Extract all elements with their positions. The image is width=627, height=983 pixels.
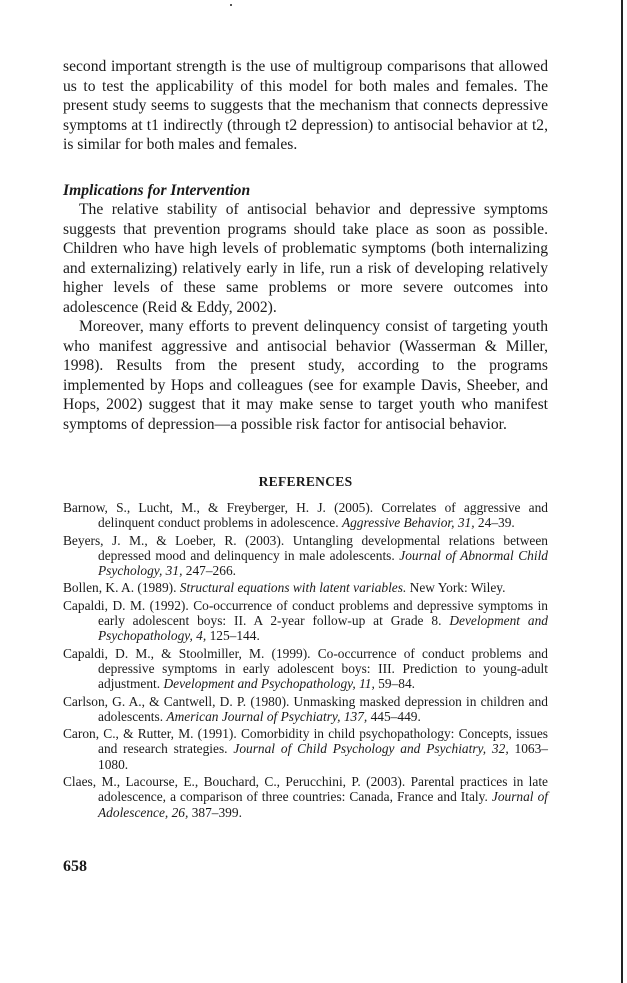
- page-number: 658: [63, 858, 87, 875]
- reference-source: American Journal of Psychiatry, 137,: [166, 708, 368, 724]
- paragraph-continued: second important strength is the use of multigroup comparisons that allowed us to test the applicability of this model for both males and females. The present study seems to suggests that the mechanism that connects depressive symptoms at t1 indirectly (through t2 depression) to antisocial behavior at t2, is similar for both males and females.: [63, 58, 548, 153]
- reference-source: Development and Psychopathology, 4,: [98, 613, 549, 644]
- scan-speck: [230, 4, 232, 6]
- reference-item: [63, 774, 548, 820]
- reference-authors-title: Carlson, G. A., & Cantwell, D. P. (1980). Unmasking masked depression in children and adolescents.: [63, 693, 548, 724]
- reference-item: [63, 646, 548, 692]
- reference-pages: New York: Wiley.: [406, 580, 506, 596]
- reference-item: [63, 580, 548, 595]
- reference-item: [63, 533, 548, 579]
- reference-list: [63, 500, 548, 820]
- reference-pages: 445–449.: [367, 708, 421, 724]
- paragraph-delinquency: Moreover, many efforts to prevent delinquency consist of targeting youth who manifest aggressive and antisocial behavior (Wasserman & Miller, 1998). Results from the present study, according to the programs implemented by Hops and colleagues (see for example Davis, Sheeber, and Hops, 2002) suggest that it may make sense to target youth who manifest symptoms of depression—a possible risk factor for antisocial behavior.: [63, 318, 548, 433]
- reference-authors-title: Capaldi, D. M., & Stoolmiller, M. (1999). Co-occurrence of conduct problems and depressive symptoms in early adolescent boys: III. Prediction to young-adult adjustment.: [63, 645, 548, 692]
- reference-source: Journal of Child Psychology and Psychiatry, 32,: [233, 741, 509, 757]
- reference-authors-title: Claes, M., Lacourse, E., Bouchard, C., Perucchini, P. (2003). Parental practices in late adolescence, a comparison of three countries: Canada, France and Italy.: [63, 774, 548, 805]
- reference-authors-title: Bollen, K. A. (1989).: [63, 580, 180, 596]
- reference-source: Aggressive Behavior, 31,: [341, 515, 475, 531]
- reference-pages: 125–144.: [206, 628, 260, 644]
- reference-pages: 24–39.: [474, 515, 515, 531]
- references-heading: REFERENCES: [258, 474, 353, 489]
- reference-item: [63, 500, 548, 531]
- reference-authors-title: Capaldi, D. M. (1992). Co-occurrence of conduct problems and depressive symptoms in early adolescent boys: II. A 2-year follow-up at Grade 8.: [63, 597, 548, 629]
- reference-pages: 59–84.: [374, 676, 415, 692]
- reference-item: [63, 598, 548, 644]
- reference-source: Journal of Adolescence, 26,: [98, 789, 548, 820]
- page-content: [63, 57, 548, 822]
- reference-item: [63, 694, 548, 725]
- reference-authors-title: Barnow, S., Lucht, M., & Freyberger, H. J. (2005). Correlates of aggressive and delinquent conduct problems in adolescence.: [63, 500, 548, 531]
- section-heading-implications: Implications for Intervention: [63, 181, 251, 199]
- reference-pages: 1063–1080.: [98, 741, 548, 772]
- reference-source: Journal of Abnormal Child Psychology, 31,: [98, 547, 548, 579]
- reference-pages: 387–399.: [188, 804, 242, 820]
- reference-source: Structural equations with latent variables.: [179, 580, 407, 596]
- reference-pages: 247–266.: [182, 563, 236, 579]
- reference-source: Development and Psychopathology, 11,: [163, 676, 375, 692]
- page-edge-border: [621, 0, 623, 983]
- reference-authors-title: Beyers, J. M., & Loeber, R. (2003). Untangling developmental relations between depressed mood and delinquency in male adolescents.: [63, 532, 548, 563]
- paragraph-stability: The relative stability of antisocial behavior and depressive symptoms suggests that prevention programs should take place as soon as possible. Children who have high levels of problematic symptoms (both internalizing and externalizing) relatively early in life, run a risk of developing relatively higher levels of these same problems or more severe outcomes into adolescence (Reid & Eddy, 2002).: [63, 201, 548, 316]
- reference-item: [63, 726, 548, 772]
- reference-authors-title: Caron, C., & Rutter, M. (1991). Comorbidity in child psychopathology: Concepts, issues and research strategies.: [63, 726, 548, 757]
